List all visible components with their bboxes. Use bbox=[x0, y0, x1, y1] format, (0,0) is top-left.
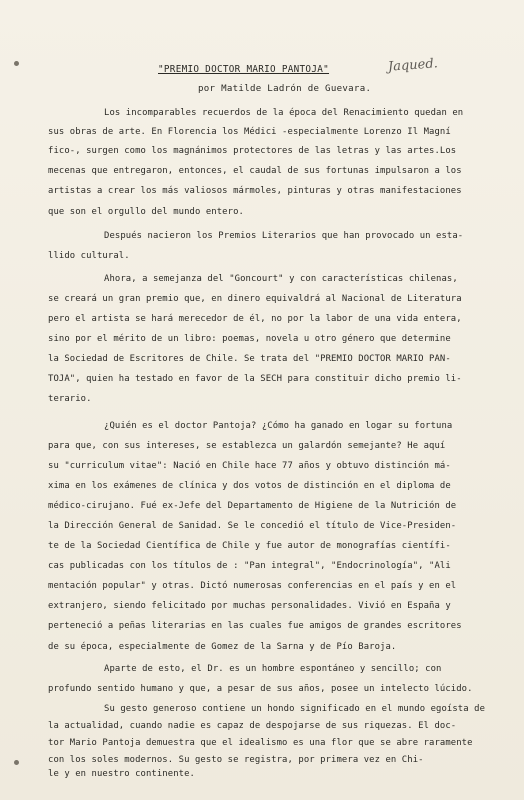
punch-hole bbox=[14, 61, 19, 66]
text-line: Los incomparables recuerdos de la época del Renacimiento quedan en bbox=[104, 108, 464, 118]
text-line: pero el artista se hará merecedor de él, no por la labor de una vida entera, bbox=[48, 314, 462, 324]
author-line: por Matilde Ladrón de Guevara. bbox=[198, 84, 372, 94]
document-title: "PREMIO DOCTOR MARIO PANTOJA" bbox=[158, 64, 330, 75]
text-line: extranjero, siendo felicitado por muchas personalidades. Vivió en España y bbox=[48, 601, 451, 611]
text-line: mecenas que entregaron, entonces, el caudal de sus fortunas impulsaron a los bbox=[48, 166, 462, 176]
text-line: con los soles modernos. Su gesto se registra, por primera vez en Chi- bbox=[48, 755, 424, 765]
text-line: cas publicadas con los títulos de : "Pan integral", "Endocrinología", "Ali bbox=[48, 561, 451, 571]
text-line: TOJA", quien ha testado en favor de la SECH para constituir dicho premio li- bbox=[48, 374, 462, 384]
text-line: Su gesto generoso contiene un hondo significado en el mundo egoísta de bbox=[104, 704, 486, 714]
text-line: ¿Quién es el doctor Pantoja? ¿Cómo ha ganado en logar su fortuna bbox=[104, 421, 453, 431]
text-line: sus obras de arte. En Florencia los Médici -especialmente Lorenzo Il Magní bbox=[48, 127, 451, 137]
text-line: fico-, surgen como los magnánimos protectores de las letras y las artes.Los bbox=[48, 146, 457, 156]
text-line: sino por el mérito de un libro: poemas, novela u otro género que determine bbox=[48, 334, 451, 344]
text-line: de su época, especialmente de Gomez de la Sarna y de Pío Baroja. bbox=[48, 642, 397, 652]
text-line: la Sociedad de Escritores de Chile. Se trata del "PREMIO DOCTOR MARIO PAN- bbox=[48, 354, 451, 364]
text-line: Después nacieron los Premios Literarios que han provocado un esta- bbox=[104, 231, 464, 241]
text-line: médico-cirujano. Fué ex-Jefe del Departamento de Higiene de la Nutrición de bbox=[48, 501, 457, 511]
punch-hole bbox=[14, 760, 19, 765]
text-line: mentación popular" y otras. Dictó numerosas conferencias en el país y en el bbox=[48, 581, 457, 591]
text-line: su "curriculum vitae": Nació en Chile hace 77 años y obtuvo distinción má- bbox=[48, 461, 451, 471]
text-line: llido cultural. bbox=[48, 251, 130, 261]
text-line: Ahora, a semejanza del "Goncourt" y con características chilenas, bbox=[104, 274, 458, 284]
text-line: para que, con sus intereses, se establezca un galardón semejante? He aquí bbox=[48, 441, 446, 451]
text-line: que son el orgullo del mundo entero. bbox=[48, 207, 244, 217]
text-line: artistas a crear los más valiosos mármoles, pinturas y otras manifestaciones bbox=[48, 186, 462, 196]
text-line: le y en nuestro continente. bbox=[48, 769, 195, 779]
text-line: terario. bbox=[48, 394, 92, 404]
text-line: profundo sentido humano y que, a pesar de sus años, posee un intelecto lúcido. bbox=[48, 684, 473, 694]
handwritten-signature: Jaqued. bbox=[387, 56, 439, 75]
text-line: la Dirección General de Sanidad. Se le concedió el título de Vice-Presiden- bbox=[48, 521, 457, 531]
text-line: perteneció a peñas literarias en las cuales fue amigos de grandes escritores bbox=[48, 621, 462, 631]
text-line: tor Mario Pantoja demuestra que el idealismo es una flor que se abre raramente bbox=[48, 738, 473, 748]
text-line: te de la Sociedad Científica de Chile y fue autor de monografías científi- bbox=[48, 541, 451, 551]
text-line: xima en los exámenes de clínica y dos votos de distinción en el diploma de bbox=[48, 481, 451, 491]
text-line: Aparte de esto, el Dr. es un hombre espontáneo y sencillo; con bbox=[104, 664, 442, 674]
text-line: la actualidad, cuando nadie es capaz de despojarse de sus riquezas. El doc- bbox=[48, 721, 457, 731]
text-line: se creará un gran premio que, en dinero equivaldrá al Nacional de Literatura bbox=[48, 294, 462, 304]
